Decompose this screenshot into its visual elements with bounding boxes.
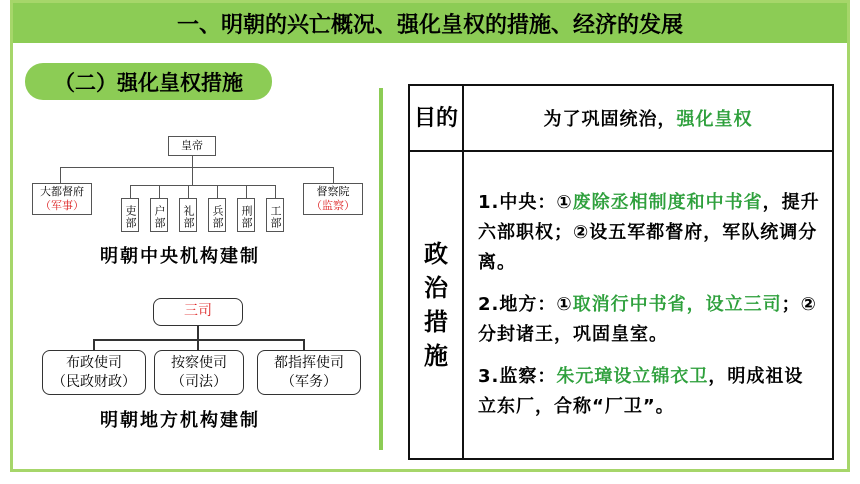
duchayuan-label: 督察院 [316, 185, 350, 198]
measure-text: 3.监察： [478, 366, 557, 387]
purpose-highlight: 强化皇权 [676, 109, 753, 130]
measures-cell [463, 151, 833, 459]
connector [188, 185, 189, 198]
connector [197, 326, 199, 340]
connector [60, 167, 61, 183]
dudufu-label: 大都督府 [40, 185, 84, 198]
local-caption: 明朝地方机构建制 [100, 410, 260, 431]
duchayuan-function: （监察） [311, 199, 355, 212]
anchashi-function: （司法） [171, 374, 227, 390]
anchashi-label: 按察使司 [171, 355, 227, 371]
connector [130, 185, 276, 186]
section-title: （二）强化皇权措施 [54, 69, 243, 95]
measure-supervision [478, 362, 822, 422]
ministry-box: 吏部 [121, 198, 139, 232]
connector [217, 185, 218, 198]
ministry-box: 工部 [266, 198, 284, 232]
buzhengshi-function: （民政财政） [52, 374, 136, 390]
sansi-box: 三司 [153, 298, 243, 326]
measure-text: ，提升六部职权；②设五军都督府，军队统调分离。 [478, 192, 820, 273]
purpose-cell [463, 85, 833, 151]
buzhengshi-label: 布政使司 [66, 355, 122, 371]
connector [333, 167, 334, 183]
emperor-box: 皇帝 [168, 136, 216, 156]
title-bar [13, 3, 847, 43]
duzhihuishi-label: 都指挥使司 [274, 355, 344, 371]
ministry-box: 刑部 [237, 198, 255, 232]
measures-table [408, 84, 834, 460]
divider-line [379, 88, 383, 450]
measure-text: 1.中央：① [478, 192, 573, 213]
central-caption: 明朝中央机构建制 [100, 246, 260, 267]
page-title: 一、明朝的兴亡概况、强化皇权的措施、经济的发展 [176, 11, 683, 38]
dudufu-box [32, 183, 92, 215]
dudufu-function: （军事） [40, 199, 84, 212]
ministry-box: 礼部 [179, 198, 197, 232]
measure-text: 2.地方：① [478, 294, 573, 315]
purpose-text: 为了巩固统治， [543, 109, 677, 130]
connector [60, 167, 333, 168]
connector [192, 167, 193, 185]
duzhihuishi-function: （军务） [281, 374, 337, 390]
measure-highlight: 废除丞相制度和中书省 [572, 192, 763, 213]
measure-text: ；②分封诸王，巩固皇室。 [478, 294, 817, 345]
connector [246, 185, 247, 198]
measures-label: 政治措施 [409, 151, 463, 459]
purpose-label: 目的 [409, 85, 463, 151]
duchayuan-box [303, 183, 363, 215]
measure-highlight: 朱元璋设立锦衣卫 [556, 366, 709, 387]
connector [275, 185, 276, 198]
measure-local [478, 290, 822, 350]
anchashi-box [154, 350, 244, 395]
ministry-box: 户部 [150, 198, 168, 232]
measure-text: ，明成祖设立东厂，合称“厂卫”。 [478, 366, 804, 417]
connector [93, 339, 305, 341]
duzhihuishi-box [257, 350, 361, 395]
connector [159, 185, 160, 198]
ministry-box: 兵部 [208, 198, 226, 232]
section-heading [25, 63, 272, 100]
connector [130, 185, 131, 198]
measure-central [478, 188, 822, 278]
buzhengshi-box [42, 350, 146, 395]
measure-highlight: 取消行中书省，设立三司 [572, 294, 782, 315]
